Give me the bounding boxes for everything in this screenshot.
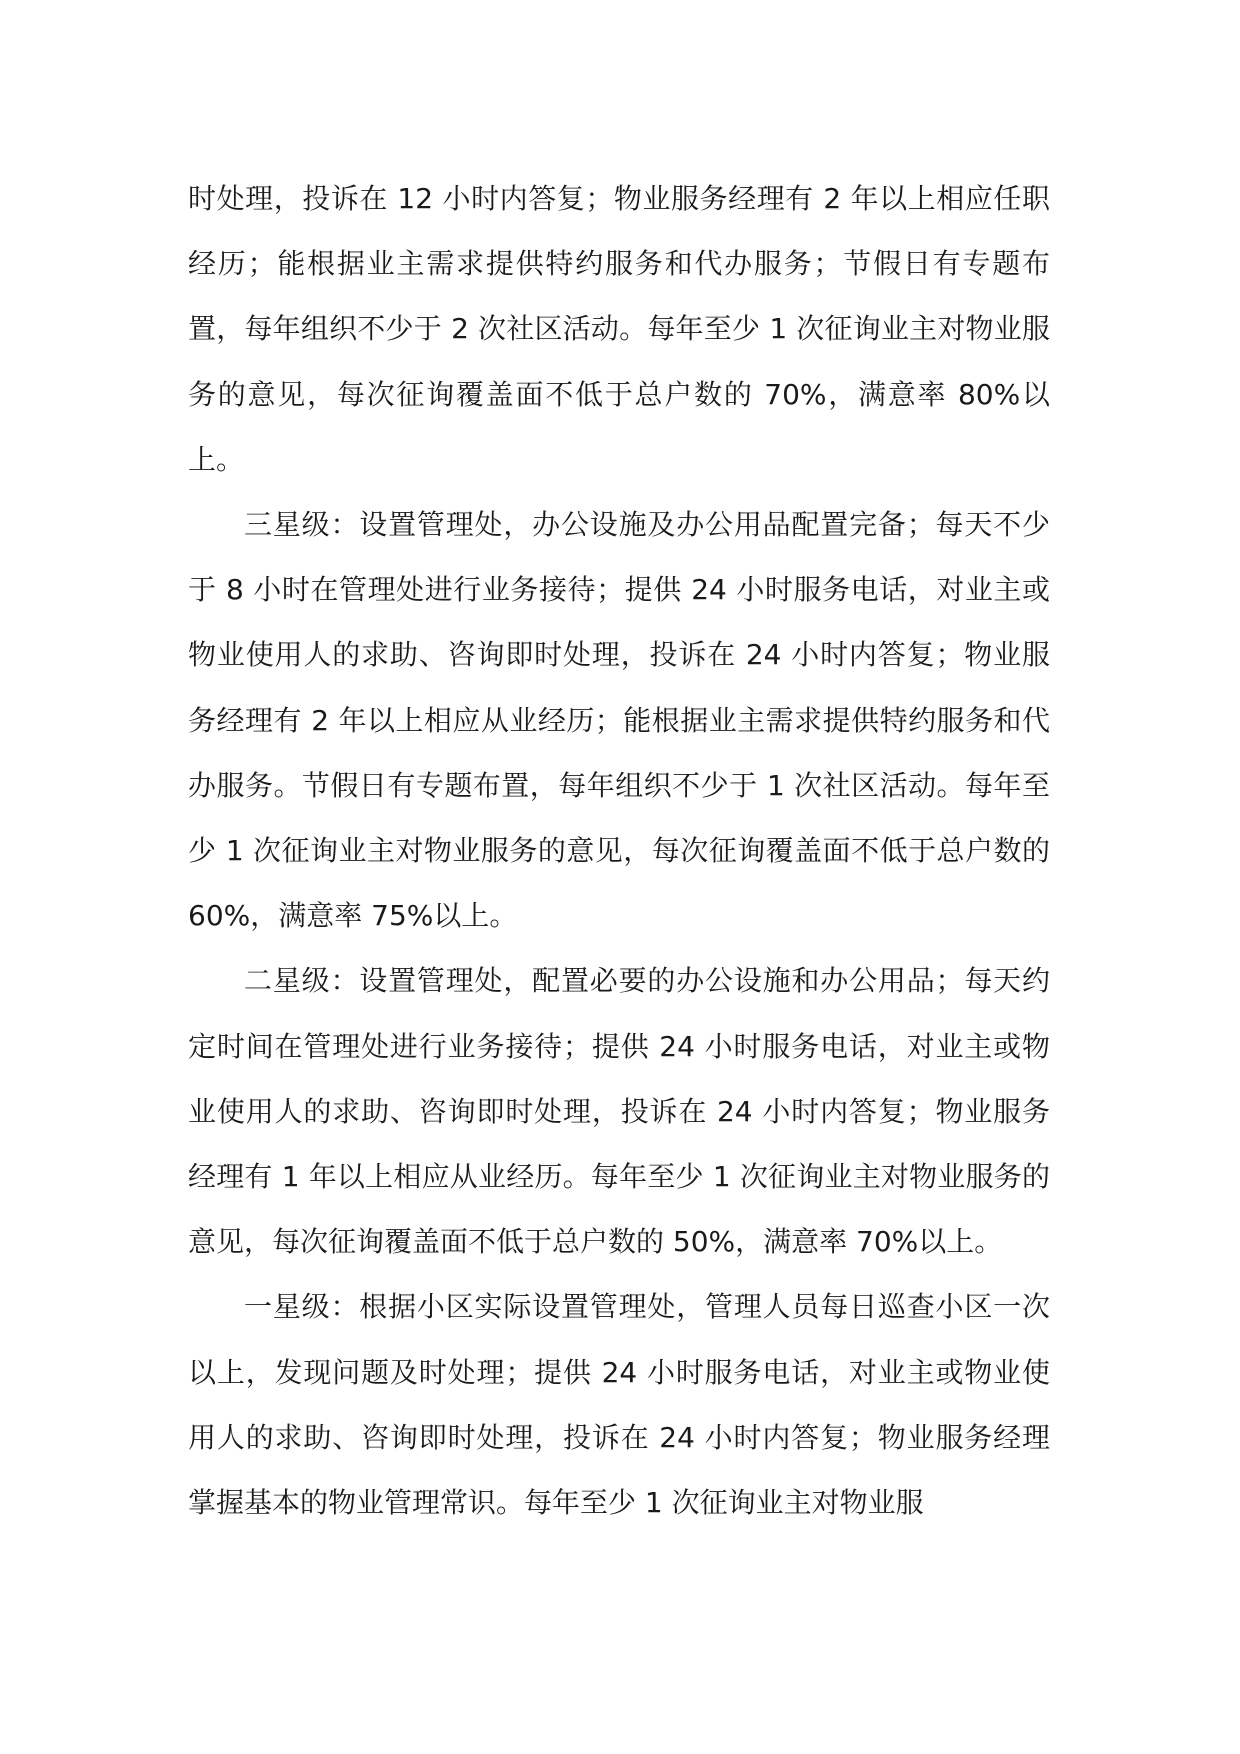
paragraph-continued: 时处理，投诉在 12 小时内答复；物业服务经理有 2 年以上相应任职经历；能根据业主需求提供特约服务和代办服务；节假日有专题布置，每年组织不少于 2 次社区活动。每年至少 1 次征询业主对物业服务的意见，每次征询覆盖面不低于总户数的 70%，满意率 80%以上。 [188, 182, 1050, 476]
paragraph-two-star: 二星级：设置管理处，配置必要的办公设施和办公用品；每天约定时间在管理处进行业务接待；提供 24 小时服务电话，对业主或物业使用人的求助、咨询即时处理，投诉在 24 小时内答复；物业服务经理有 1 年以上相应从业经历。每年至少 1 次征询业主对物业服务的意见，每次征询覆盖面不低于总户数的 50%，满意率 70%以上。 [188, 964, 1050, 1259]
paragraph-three-star: 三星级：设置管理处，办公设施及办公用品配置完备；每天不少于 8 小时在管理处进行业务接待；提供 24 小时服务电话，对业主或物业使用人的求助、咨询即时处理，投诉在 24 小时内答复；物业服务经理有 2 年以上相应从业经历；能根据业主需求提供特约服务和代办服务。节假日有专题布置，每年组织不少于 1 次社区活动。每年至少 1 次征询业主对物业服务的意见，每次征询覆盖面不低于总户数的 60%，满意率 75%以上。 [188, 508, 1050, 933]
paragraph-one-star: 一星级：根据小区实际设置管理处，管理人员每日巡查小区一次以上，发现问题及时处理；提供 24 小时服务电话，对业主或物业使用人的求助、咨询即时处理，投诉在 24 小时内答复；物业服务经理掌握基本的物业管理常识。每年至少 1 次征询业主对物业服 [188, 1290, 1050, 1520]
document-body [188, 166, 1050, 1535]
